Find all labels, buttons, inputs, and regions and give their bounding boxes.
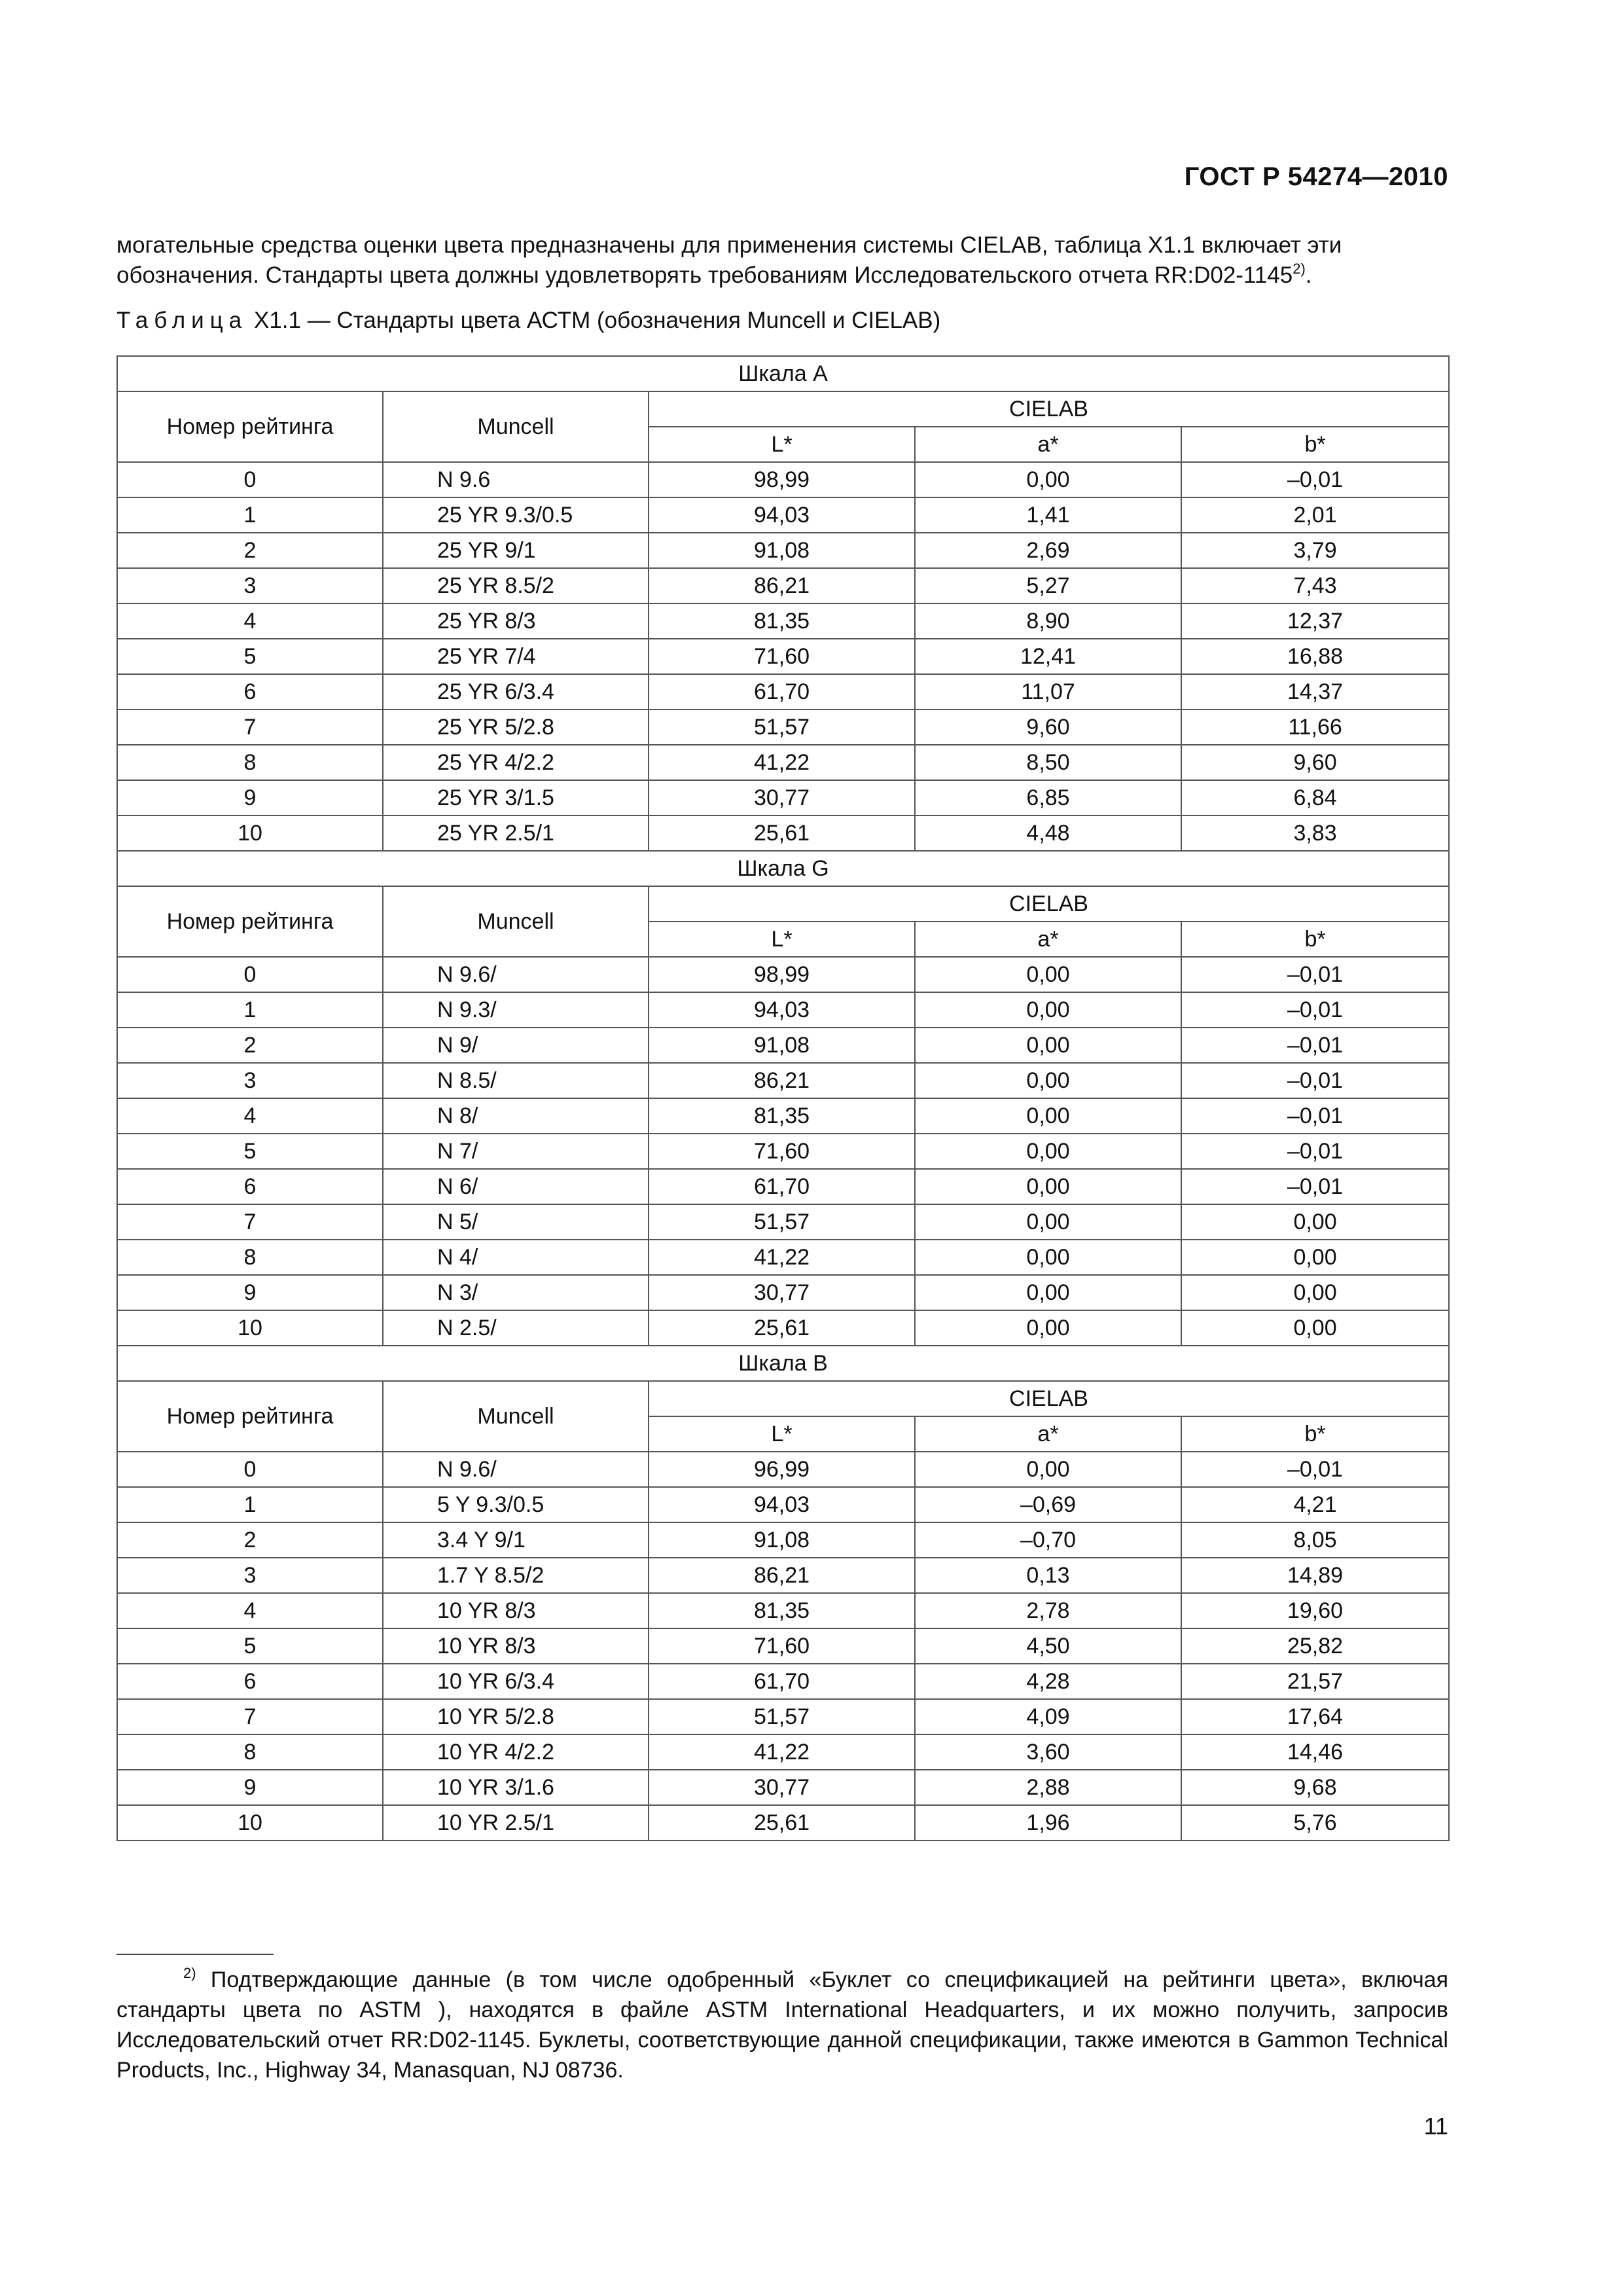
header-muncell: Muncell: [383, 1381, 649, 1452]
cell-rating: 1: [117, 1487, 383, 1522]
cell-muncell: N 3/: [383, 1275, 649, 1310]
table-caption-text: X1.1 — Стандарты цвета АСТМ (обозначения Muncell и CIELAB): [253, 308, 941, 333]
scale-title: Шкала G: [117, 851, 1449, 886]
cell-b-star: 21,57: [1181, 1664, 1449, 1699]
header-b-star: b*: [1181, 427, 1449, 462]
table-row: [117, 1452, 1449, 1487]
cell-l-star: 30,77: [649, 1275, 915, 1310]
cell-muncell: 5 Y 9.3/0.5: [383, 1487, 649, 1522]
cell-rating: 10: [117, 1805, 383, 1840]
footnote-text: Подтверждающие данные (в том числе одобренный «Буклет со спецификацией на рейтинги цвета», включая стандарты цвета по ASTM ), находятся в файле ASTM International Headquarters, и их можно получить, запросив Исследовательский отчет RR:D02-1145. Буклеты, соответствующие данной спецификации, также имеются в Gammon Technical Products, Inc., Highway 34, Manasquan, NJ 08736.: [116, 1967, 1449, 2083]
cell-muncell: 25 YR 7/4: [383, 639, 649, 674]
cell-b-star: 14,89: [1181, 1558, 1449, 1593]
cell-b-star: 19,60: [1181, 1593, 1449, 1628]
cell-b-star: 5,76: [1181, 1805, 1449, 1840]
column-header-row: [117, 1381, 1449, 1416]
cell-a-star: 4,28: [915, 1664, 1181, 1699]
cell-muncell: N 9.6/: [383, 957, 649, 992]
table-row: [117, 568, 1449, 603]
cell-a-star: 0,00: [915, 1063, 1181, 1098]
cell-rating: 3: [117, 1558, 383, 1593]
cell-a-star: 4,48: [915, 816, 1181, 851]
table-row: [117, 1805, 1449, 1840]
cell-a-star: –0,70: [915, 1522, 1181, 1558]
table-row: [117, 1063, 1449, 1098]
cell-muncell: 10 YR 8/3: [383, 1628, 649, 1664]
cell-l-star: 71,60: [649, 639, 915, 674]
cell-rating: 2: [117, 1522, 383, 1558]
cell-l-star: 25,61: [649, 1310, 915, 1346]
cell-a-star: 2,69: [915, 533, 1181, 568]
cell-b-star: 9,68: [1181, 1770, 1449, 1805]
cell-b-star: –0,01: [1181, 1098, 1449, 1134]
cell-b-star: 0,00: [1181, 1310, 1449, 1346]
cell-b-star: 9,60: [1181, 745, 1449, 780]
cell-a-star: 8,50: [915, 745, 1181, 780]
header-a-star: a*: [915, 1416, 1181, 1452]
cell-rating: 1: [117, 992, 383, 1028]
table-row: [117, 1098, 1449, 1134]
header-l-star: L*: [649, 427, 915, 462]
cell-l-star: 86,21: [649, 1063, 915, 1098]
table-row: [117, 1204, 1449, 1240]
cell-a-star: 0,00: [915, 1310, 1181, 1346]
cell-muncell: N 9.6: [383, 462, 649, 497]
cell-rating: 8: [117, 1240, 383, 1275]
cell-rating: 2: [117, 533, 383, 568]
cell-rating: 4: [117, 1098, 383, 1134]
cell-l-star: 30,77: [649, 780, 915, 816]
cell-a-star: 0,00: [915, 1452, 1181, 1487]
cell-l-star: 94,03: [649, 992, 915, 1028]
table-row: [117, 639, 1449, 674]
intro-line-2: обозначения. Стандарты цвета должны удовлетворять требованиям Исследовательского отчета RR:D02-1145: [116, 262, 1293, 288]
cell-muncell: 25 YR 3/1.5: [383, 780, 649, 816]
intro-paragraph: [116, 230, 1448, 291]
cell-l-star: 41,22: [649, 745, 915, 780]
cell-l-star: 94,03: [649, 497, 915, 533]
cell-b-star: 0,00: [1181, 1240, 1449, 1275]
cell-rating: 9: [117, 1770, 383, 1805]
cell-l-star: 51,57: [649, 1204, 915, 1240]
cell-b-star: –0,01: [1181, 1028, 1449, 1063]
cell-rating: 3: [117, 1063, 383, 1098]
cell-rating: 10: [117, 816, 383, 851]
cell-l-star: 41,22: [649, 1240, 915, 1275]
table-row: [117, 497, 1449, 533]
scale-title: Шкала В: [117, 1346, 1449, 1381]
cell-muncell: 25 YR 2.5/1: [383, 816, 649, 851]
cell-rating: 6: [117, 674, 383, 709]
cell-a-star: 1,41: [915, 497, 1181, 533]
scale-title-row: [117, 356, 1449, 391]
cell-muncell: N 9/: [383, 1028, 649, 1063]
table-row: [117, 780, 1449, 816]
header-l-star: L*: [649, 922, 915, 957]
cell-b-star: 12,37: [1181, 603, 1449, 639]
cell-muncell: 25 YR 8.5/2: [383, 568, 649, 603]
cell-a-star: 0,00: [915, 1275, 1181, 1310]
table-row: [117, 533, 1449, 568]
cell-a-star: 0,00: [915, 462, 1181, 497]
cell-rating: 10: [117, 1310, 383, 1346]
cell-rating: 3: [117, 568, 383, 603]
cell-a-star: 2,78: [915, 1593, 1181, 1628]
table-row: [117, 992, 1449, 1028]
cell-l-star: 30,77: [649, 1770, 915, 1805]
table-row: [117, 603, 1449, 639]
cell-a-star: 2,88: [915, 1770, 1181, 1805]
cell-a-star: 0,00: [915, 1204, 1181, 1240]
cell-l-star: 91,08: [649, 1028, 915, 1063]
document-id-header: ГОСТ Р 54274—2010: [1184, 162, 1448, 191]
column-header-row: [117, 391, 1449, 427]
cell-b-star: 2,01: [1181, 497, 1449, 533]
cell-b-star: –0,01: [1181, 1063, 1449, 1098]
cell-rating: 9: [117, 1275, 383, 1310]
cell-l-star: 61,70: [649, 674, 915, 709]
cell-l-star: 51,57: [649, 1699, 915, 1734]
column-header-row: [117, 886, 1449, 922]
page-number: 11: [1423, 2113, 1448, 2140]
cell-rating: 7: [117, 1699, 383, 1734]
cell-rating: 6: [117, 1664, 383, 1699]
cell-b-star: 0,00: [1181, 1204, 1449, 1240]
cell-b-star: 7,43: [1181, 568, 1449, 603]
cell-muncell: N 9.3/: [383, 992, 649, 1028]
table-caption-prefix: Таблица: [116, 308, 248, 333]
cell-muncell: N 4/: [383, 1240, 649, 1275]
cell-b-star: –0,01: [1181, 1134, 1449, 1169]
cell-l-star: 71,60: [649, 1134, 915, 1169]
table-row: [117, 1628, 1449, 1664]
cell-l-star: 86,21: [649, 1558, 915, 1593]
table-row: [117, 1134, 1449, 1169]
table-row: [117, 709, 1449, 745]
header-a-star: a*: [915, 427, 1181, 462]
table-row: [117, 1275, 1449, 1310]
cell-rating: 8: [117, 745, 383, 780]
cell-l-star: 61,70: [649, 1664, 915, 1699]
header-a-star: a*: [915, 922, 1181, 957]
cell-muncell: 10 YR 8/3: [383, 1593, 649, 1628]
cell-rating: 0: [117, 957, 383, 992]
cell-a-star: 0,00: [915, 1028, 1181, 1063]
scale-title: Шкала А: [117, 356, 1449, 391]
cell-l-star: 41,22: [649, 1734, 915, 1770]
cell-muncell: N 8.5/: [383, 1063, 649, 1098]
color-standards-table: [116, 355, 1450, 1841]
table-row: [117, 1240, 1449, 1275]
cell-muncell: 25 YR 9/1: [383, 533, 649, 568]
cell-rating: 0: [117, 462, 383, 497]
cell-muncell: N 2.5/: [383, 1310, 649, 1346]
table-row: [117, 1664, 1449, 1699]
table-row: [117, 1310, 1449, 1346]
cell-muncell: 10 YR 2.5/1: [383, 1805, 649, 1840]
cell-b-star: 3,83: [1181, 816, 1449, 851]
table-row: [117, 1734, 1449, 1770]
footnote-reference[interactable]: 2): [1293, 260, 1306, 277]
cell-muncell: 10 YR 6/3.4: [383, 1664, 649, 1699]
cell-b-star: 14,46: [1181, 1734, 1449, 1770]
cell-l-star: 25,61: [649, 1805, 915, 1840]
header-muncell: Muncell: [383, 886, 649, 957]
cell-b-star: –0,01: [1181, 462, 1449, 497]
table-row: [117, 674, 1449, 709]
cell-rating: 8: [117, 1734, 383, 1770]
cell-a-star: 1,96: [915, 1805, 1181, 1840]
cell-a-star: 8,90: [915, 603, 1181, 639]
cell-l-star: 94,03: [649, 1487, 915, 1522]
cell-a-star: 3,60: [915, 1734, 1181, 1770]
cell-a-star: 4,50: [915, 1628, 1181, 1664]
cell-rating: 5: [117, 639, 383, 674]
cell-rating: 1: [117, 497, 383, 533]
table-caption: [116, 308, 940, 334]
cell-b-star: 0,00: [1181, 1275, 1449, 1310]
cell-l-star: 61,70: [649, 1169, 915, 1204]
table-row: [117, 957, 1449, 992]
cell-muncell: N 6/: [383, 1169, 649, 1204]
header-cielab: CIELAB: [649, 1381, 1449, 1416]
cell-muncell: N 7/: [383, 1134, 649, 1169]
table-row: [117, 1487, 1449, 1522]
header-rating: Номер рейтинга: [117, 886, 383, 957]
header-b-star: b*: [1181, 1416, 1449, 1452]
footnote-divider: [116, 1954, 274, 1955]
cell-muncell: 1.7 Y 8.5/2: [383, 1558, 649, 1593]
cell-l-star: 51,57: [649, 709, 915, 745]
cell-rating: 5: [117, 1628, 383, 1664]
cell-a-star: 0,00: [915, 957, 1181, 992]
cell-a-star: 9,60: [915, 709, 1181, 745]
header-b-star: b*: [1181, 922, 1449, 957]
cell-b-star: 8,05: [1181, 1522, 1449, 1558]
cell-b-star: –0,01: [1181, 992, 1449, 1028]
intro-line-1: могательные средства оценки цвета предназначены для применения системы CIELAB, таблица X1.1 включает эти: [116, 232, 1342, 258]
cell-a-star: 12,41: [915, 639, 1181, 674]
header-cielab: CIELAB: [649, 886, 1449, 922]
cell-muncell: 25 YR 4/2.2: [383, 745, 649, 780]
cell-muncell: 10 YR 4/2.2: [383, 1734, 649, 1770]
cell-rating: 6: [117, 1169, 383, 1204]
table-row: [117, 1593, 1449, 1628]
cell-a-star: 0,00: [915, 1240, 1181, 1275]
cell-b-star: –0,01: [1181, 1169, 1449, 1204]
header-muncell: Muncell: [383, 391, 649, 462]
cell-b-star: 4,21: [1181, 1487, 1449, 1522]
cell-b-star: 14,37: [1181, 674, 1449, 709]
cell-l-star: 98,99: [649, 462, 915, 497]
cell-rating: 5: [117, 1134, 383, 1169]
cell-b-star: –0,01: [1181, 1452, 1449, 1487]
cell-rating: 9: [117, 780, 383, 816]
cell-rating: 0: [117, 1452, 383, 1487]
cell-l-star: 86,21: [649, 568, 915, 603]
cell-b-star: 16,88: [1181, 639, 1449, 674]
cell-muncell: 10 YR 5/2.8: [383, 1699, 649, 1734]
cell-muncell: 25 YR 5/2.8: [383, 709, 649, 745]
table-row: [117, 1522, 1449, 1558]
cell-muncell: 25 YR 8/3: [383, 603, 649, 639]
cell-rating: 2: [117, 1028, 383, 1063]
scale-title-row: [117, 851, 1449, 886]
cell-l-star: 91,08: [649, 533, 915, 568]
header-rating: Номер рейтинга: [117, 1381, 383, 1452]
cell-muncell: N 9.6/: [383, 1452, 649, 1487]
cell-muncell: 3.4 Y 9/1: [383, 1522, 649, 1558]
cell-a-star: –0,69: [915, 1487, 1181, 1522]
header-cielab: CIELAB: [649, 391, 1449, 427]
footnote: [116, 1965, 1448, 2085]
cell-muncell: N 8/: [383, 1098, 649, 1134]
cell-a-star: 0,00: [915, 1134, 1181, 1169]
cell-muncell: 10 YR 3/1.6: [383, 1770, 649, 1805]
table-row: [117, 1028, 1449, 1063]
intro-line-2-end: .: [1305, 262, 1312, 288]
cell-b-star: 17,64: [1181, 1699, 1449, 1734]
cell-rating: 7: [117, 1204, 383, 1240]
table-row: [117, 816, 1449, 851]
cell-b-star: 11,66: [1181, 709, 1449, 745]
cell-a-star: 0,00: [915, 992, 1181, 1028]
cell-l-star: 98,99: [649, 957, 915, 992]
table-row: [117, 1699, 1449, 1734]
table-row: [117, 1558, 1449, 1593]
cell-rating: 4: [117, 603, 383, 639]
footnote-marker: 2): [183, 1965, 196, 1981]
table-row: [117, 462, 1449, 497]
cell-a-star: 4,09: [915, 1699, 1181, 1734]
cell-muncell: 25 YR 9.3/0.5: [383, 497, 649, 533]
cell-muncell: N 5/: [383, 1204, 649, 1240]
header-rating: Номер рейтинга: [117, 391, 383, 462]
cell-b-star: 25,82: [1181, 1628, 1449, 1664]
cell-muncell: 25 YR 6/3.4: [383, 674, 649, 709]
cell-a-star: 0,00: [915, 1098, 1181, 1134]
cell-a-star: 0,00: [915, 1169, 1181, 1204]
table-row: [117, 1770, 1449, 1805]
cell-b-star: 3,79: [1181, 533, 1449, 568]
cell-l-star: 96,99: [649, 1452, 915, 1487]
cell-l-star: 81,35: [649, 1593, 915, 1628]
header-l-star: L*: [649, 1416, 915, 1452]
cell-l-star: 25,61: [649, 816, 915, 851]
table-row: [117, 745, 1449, 780]
cell-a-star: 6,85: [915, 780, 1181, 816]
cell-rating: 4: [117, 1593, 383, 1628]
cell-a-star: 11,07: [915, 674, 1181, 709]
cell-l-star: 71,60: [649, 1628, 915, 1664]
cell-l-star: 81,35: [649, 603, 915, 639]
cell-l-star: 81,35: [649, 1098, 915, 1134]
scale-title-row: [117, 1346, 1449, 1381]
cell-l-star: 91,08: [649, 1522, 915, 1558]
cell-b-star: 6,84: [1181, 780, 1449, 816]
cell-a-star: 0,13: [915, 1558, 1181, 1593]
cell-a-star: 5,27: [915, 568, 1181, 603]
table-row: [117, 1169, 1449, 1204]
cell-b-star: –0,01: [1181, 957, 1449, 992]
cell-rating: 7: [117, 709, 383, 745]
